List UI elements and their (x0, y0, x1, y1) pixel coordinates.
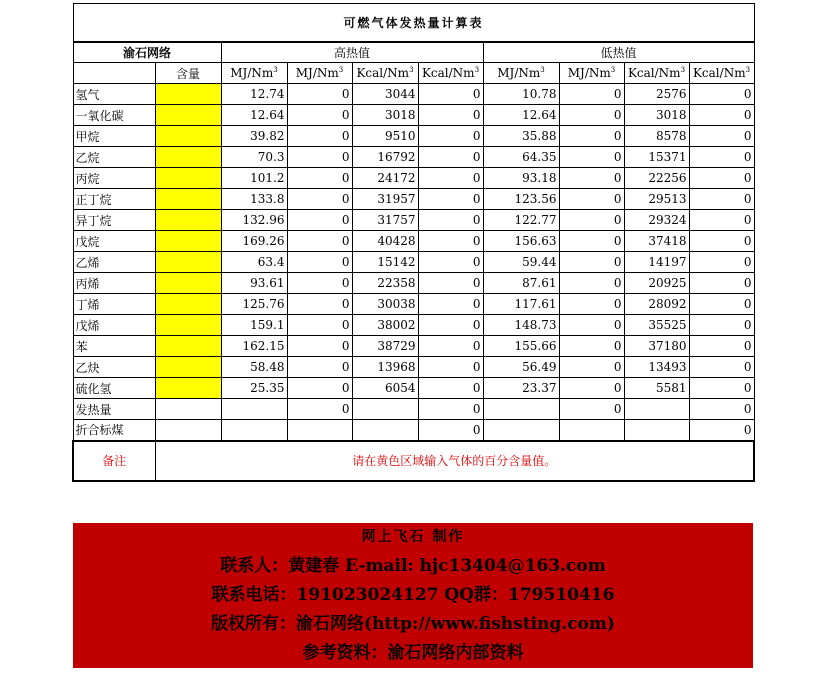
unit-header: MJ/Nm$^3$ (559, 63, 624, 84)
value-cell: 87.61 (483, 273, 559, 294)
value-cell (221, 399, 287, 420)
banner-line: 联系电话：19102302412​7 QQ群：179510416 (211, 585, 615, 605)
value-cell: 58.48 (221, 357, 287, 378)
value-cell: 29324 (624, 210, 689, 231)
value-cell: 25.35 (221, 378, 287, 399)
value-cell: 56.49 (483, 357, 559, 378)
value-cell: 155.66 (483, 336, 559, 357)
value-cell: 0 (418, 147, 483, 168)
value-cell: 0 (559, 168, 624, 189)
value-cell: 12.64 (221, 105, 287, 126)
value-cell: 0 (689, 315, 754, 336)
content-input-cell[interactable] (155, 315, 221, 336)
value-cell: 0 (559, 378, 624, 399)
note-row (73, 441, 754, 481)
value-cell: 0 (689, 420, 754, 441)
value-cell: 0 (287, 168, 352, 189)
value-cell: 0 (689, 210, 754, 231)
low-heat-header: 低热值 (483, 42, 754, 63)
content-input-cell[interactable] (155, 294, 221, 315)
value-cell: 0 (689, 273, 754, 294)
content-header: 含量 (155, 63, 221, 84)
value-cell: 93.61 (221, 273, 287, 294)
value-cell: 5581 (624, 378, 689, 399)
value-cell: 24172 (352, 168, 418, 189)
table-row (73, 399, 754, 420)
value-cell: 148.73 (483, 315, 559, 336)
value-cell (352, 399, 418, 420)
content-input-cell[interactable] (155, 210, 221, 231)
value-cell: 0 (287, 231, 352, 252)
value-cell: 117.61 (483, 294, 559, 315)
value-cell: 0 (418, 231, 483, 252)
value-cell: 0 (287, 84, 352, 105)
gas-name: 乙烯 (73, 252, 155, 273)
high-heat-header: 高热值 (221, 42, 483, 63)
gas-name: 丙烯 (73, 273, 155, 294)
value-cell: 6054 (352, 378, 418, 399)
value-cell: 0 (418, 210, 483, 231)
value-cell (624, 420, 689, 441)
value-cell: 12.74 (221, 84, 287, 105)
value-cell: 162.15 (221, 336, 287, 357)
value-cell: 39.82 (221, 126, 287, 147)
value-cell: 0 (287, 147, 352, 168)
empty-cell (155, 399, 221, 420)
banner-line: 版权所有：渝石网络(http://www.fishsting.com) (211, 614, 615, 634)
value-cell: 20925 (624, 273, 689, 294)
value-cell (221, 420, 287, 441)
value-cell (287, 420, 352, 441)
value-cell: 13968 (352, 357, 418, 378)
value-cell: 15142 (352, 252, 418, 273)
value-cell: 0 (689, 189, 754, 210)
value-cell: 0 (418, 105, 483, 126)
value-cell: 0 (559, 210, 624, 231)
value-cell: 101.2 (221, 168, 287, 189)
table-row (73, 315, 754, 336)
credits-banner (73, 523, 753, 668)
value-cell: 0 (689, 252, 754, 273)
value-cell: 0 (418, 420, 483, 441)
table-row (73, 126, 754, 147)
value-cell (483, 420, 559, 441)
gas-name: 硫化氢 (73, 378, 155, 399)
value-cell: 9510 (352, 126, 418, 147)
value-cell: 70.3 (221, 147, 287, 168)
unit-header: Kcal/Nm$^3$ (418, 63, 483, 84)
gas-name: 折合标煤 (73, 420, 155, 441)
gas-name: 戊烯 (73, 315, 155, 336)
value-cell: 0 (689, 231, 754, 252)
content-input-cell[interactable] (155, 126, 221, 147)
table-row (73, 147, 754, 168)
content-input-cell[interactable] (155, 357, 221, 378)
value-cell: 64.35 (483, 147, 559, 168)
value-cell: 0 (418, 294, 483, 315)
gas-name: 苯 (73, 336, 155, 357)
value-cell: 63.4 (221, 252, 287, 273)
gas-name: 发热量 (73, 399, 155, 420)
value-cell: 132.96 (221, 210, 287, 231)
value-cell: 0 (689, 294, 754, 315)
note-text: 请在黄色区域输入气体的百分含量值。 (155, 441, 754, 481)
unit-header: MJ/Nm$^3$ (221, 63, 287, 84)
value-cell: 0 (689, 336, 754, 357)
value-cell: 0 (287, 357, 352, 378)
table-row (73, 336, 754, 357)
value-cell: 8578 (624, 126, 689, 147)
value-cell: 0 (559, 105, 624, 126)
value-cell: 0 (689, 399, 754, 420)
value-cell: 3044 (352, 84, 418, 105)
gas-name: 戊烷 (73, 231, 155, 252)
banner-line: 联系人：黄建春 E-mail: hjc13404@163.com (220, 556, 606, 576)
table-row (73, 84, 754, 105)
value-cell: 0 (689, 357, 754, 378)
value-cell: 0 (287, 273, 352, 294)
value-cell: 0 (689, 84, 754, 105)
value-cell: 0 (689, 126, 754, 147)
value-cell: 38729 (352, 336, 418, 357)
value-cell: 0 (287, 294, 352, 315)
value-cell: 0 (559, 399, 624, 420)
gas-name: 一氧化碳 (73, 105, 155, 126)
corner-label: 渝石网络 (73, 42, 221, 63)
content-input-cell[interactable] (155, 147, 221, 168)
value-cell: 0 (418, 399, 483, 420)
value-cell: 31757 (352, 210, 418, 231)
content-input-cell[interactable] (155, 336, 221, 357)
value-cell: 0 (559, 315, 624, 336)
content-input-cell[interactable] (155, 168, 221, 189)
value-cell: 0 (418, 378, 483, 399)
value-cell: 0 (287, 126, 352, 147)
banner-line: 参考资料：渝石网络内部资料 (302, 643, 524, 663)
value-cell (483, 399, 559, 420)
table-row (73, 378, 754, 399)
unit-header: Kcal/Nm$^3$ (689, 63, 754, 84)
note-label: 备注 (73, 441, 155, 481)
value-cell: 0 (418, 357, 483, 378)
gas-name: 异丁烷 (73, 210, 155, 231)
table-row (73, 210, 754, 231)
value-cell: 0 (418, 252, 483, 273)
value-cell: 30038 (352, 294, 418, 315)
value-cell: 3018 (624, 105, 689, 126)
value-cell: 0 (287, 252, 352, 273)
content-input-cell[interactable] (155, 231, 221, 252)
unit-header: MJ/Nm$^3$ (483, 63, 559, 84)
value-cell: 0 (418, 273, 483, 294)
value-cell: 0 (418, 168, 483, 189)
value-cell: 93.18 (483, 168, 559, 189)
gas-name: 氢气 (73, 84, 155, 105)
gas-name: 丁烯 (73, 294, 155, 315)
value-cell: 38002 (352, 315, 418, 336)
content-input-cell[interactable] (155, 273, 221, 294)
value-cell: 123.56 (483, 189, 559, 210)
value-cell: 0 (287, 399, 352, 420)
table-row (73, 420, 754, 441)
value-cell: 0 (559, 252, 624, 273)
value-cell: 12.64 (483, 105, 559, 126)
content-input-cell[interactable] (155, 84, 221, 105)
table-row (73, 252, 754, 273)
unit-header: MJ/Nm$^3$ (287, 63, 352, 84)
value-cell: 0 (689, 168, 754, 189)
value-cell: 28092 (624, 294, 689, 315)
content-input-cell[interactable] (155, 378, 221, 399)
value-cell: 0 (559, 357, 624, 378)
value-cell: 14197 (624, 252, 689, 273)
value-cell: 0 (689, 378, 754, 399)
value-cell: 16792 (352, 147, 418, 168)
value-cell: 3018 (352, 105, 418, 126)
value-cell: 133.8 (221, 189, 287, 210)
value-cell: 0 (559, 294, 624, 315)
gas-name: 甲烷 (73, 126, 155, 147)
table-row (73, 231, 754, 252)
gas-name: 丙烷 (73, 168, 155, 189)
value-cell: 29513 (624, 189, 689, 210)
value-cell: 0 (418, 189, 483, 210)
value-cell: 0 (689, 105, 754, 126)
value-cell: 37180 (624, 336, 689, 357)
value-cell: 35525 (624, 315, 689, 336)
value-cell: 2576 (624, 84, 689, 105)
content-input-cell[interactable] (155, 252, 221, 273)
unit-corner (73, 63, 155, 84)
value-cell: 0 (418, 126, 483, 147)
value-cell: 22256 (624, 168, 689, 189)
value-cell: 31957 (352, 189, 418, 210)
value-cell: 0 (287, 378, 352, 399)
value-cell: 159.1 (221, 315, 287, 336)
value-cell: 13493 (624, 357, 689, 378)
table-row (73, 189, 754, 210)
heat-value-table (72, 3, 755, 482)
banner-line: 网上飞石 制作 (361, 529, 465, 545)
value-cell: 0 (559, 126, 624, 147)
table-row (73, 357, 754, 378)
value-cell (352, 420, 418, 441)
value-cell: 0 (287, 210, 352, 231)
value-cell: 0 (689, 147, 754, 168)
table-row (73, 273, 754, 294)
value-cell: 0 (559, 336, 624, 357)
value-cell: 0 (287, 189, 352, 210)
value-cell: 169.26 (221, 231, 287, 252)
value-cell: 35.88 (483, 126, 559, 147)
page-title: 可燃气体发热量计算表 (73, 4, 754, 42)
table-row (73, 105, 754, 126)
value-cell: 0 (287, 336, 352, 357)
value-cell: 125.76 (221, 294, 287, 315)
unit-header: Kcal/Nm$^3$ (624, 63, 689, 84)
value-cell: 0 (418, 336, 483, 357)
value-cell (559, 420, 624, 441)
empty-cell (155, 420, 221, 441)
gas-name: 乙炔 (73, 357, 155, 378)
content-input-cell[interactable] (155, 189, 221, 210)
value-cell: 156.63 (483, 231, 559, 252)
value-cell: 23.37 (483, 378, 559, 399)
value-cell: 0 (559, 273, 624, 294)
value-cell: 0 (418, 84, 483, 105)
value-cell: 0 (559, 84, 624, 105)
gas-name: 乙烷 (73, 147, 155, 168)
value-cell (624, 399, 689, 420)
table-row (73, 168, 754, 189)
value-cell: 15371 (624, 147, 689, 168)
unit-header: Kcal/Nm$^3$ (352, 63, 418, 84)
value-cell: 59.44 (483, 252, 559, 273)
gas-name: 正丁烷 (73, 189, 155, 210)
content-input-cell[interactable] (155, 105, 221, 126)
value-cell: 22358 (352, 273, 418, 294)
value-cell: 10.78 (483, 84, 559, 105)
value-cell: 0 (287, 315, 352, 336)
value-cell: 40428 (352, 231, 418, 252)
value-cell: 0 (287, 105, 352, 126)
value-cell: 122.77 (483, 210, 559, 231)
value-cell: 0 (418, 315, 483, 336)
value-cell: 37418 (624, 231, 689, 252)
value-cell: 0 (559, 231, 624, 252)
table-row (73, 294, 754, 315)
value-cell: 0 (559, 189, 624, 210)
value-cell: 0 (559, 147, 624, 168)
